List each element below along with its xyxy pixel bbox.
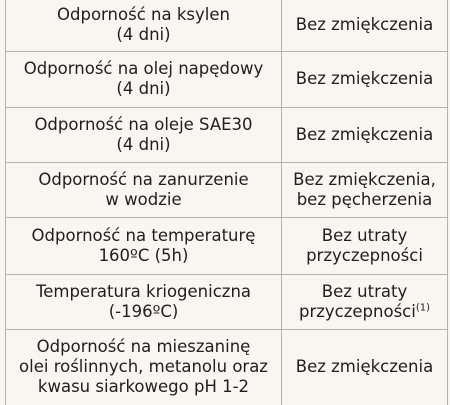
table-row: [6, 0, 448, 51]
property-line: (4 dni): [116, 25, 171, 45]
result-line: bez pęcherzenia: [296, 189, 433, 209]
property-cell: [6, 107, 282, 162]
property-line: Temperatura kriogeniczna: [35, 281, 252, 301]
result-line: Bez utraty: [321, 281, 408, 301]
property-line: kwasu siarkowego pH 1-2: [37, 377, 250, 397]
result-line: Bez zmiękczenia: [295, 69, 434, 88]
property-cell: [6, 0, 282, 51]
table-row: [6, 329, 448, 405]
result-line: Bez zmiękczenia,: [293, 169, 436, 189]
result-line: Bez utraty: [321, 225, 408, 245]
result-line: przyczepności: [306, 245, 423, 265]
property-line: (4 dni): [116, 79, 171, 98]
table-row: [6, 107, 448, 162]
property-cell: [6, 274, 282, 329]
property-cell: [6, 329, 282, 405]
property-line: Odporność na olej napędowy: [23, 59, 264, 78]
property-line: olei roślinnych, metanolu oraz: [19, 357, 268, 377]
result-cell: [282, 107, 448, 162]
table-row: [6, 274, 448, 329]
result-cell: [282, 274, 448, 329]
property-line: (4 dni): [116, 134, 171, 154]
result-line: Bez zmiękczenia: [295, 357, 434, 377]
property-line: Odporność na ksylen: [57, 5, 230, 25]
property-cell: [6, 51, 282, 107]
result-cell: [282, 51, 448, 107]
result-line: Bez zmiękczenia: [295, 15, 434, 35]
result-line: przyczepności: [298, 301, 416, 321]
property-line: Odporność na oleje SAE30: [34, 114, 253, 134]
property-cell: [6, 217, 282, 274]
result-cell: [282, 162, 448, 217]
property-line: Odporność na zanurzenie: [38, 169, 249, 189]
footnote-marker: (1): [415, 302, 431, 313]
table-row: [6, 217, 448, 274]
result-cell: [282, 329, 448, 405]
property-line: (-196ºC): [108, 301, 179, 321]
table-row: [6, 162, 448, 217]
resistance-table: [5, 0, 448, 405]
result-cell: [282, 217, 448, 274]
property-line: w wodzie: [105, 189, 182, 209]
table-row: [6, 51, 448, 107]
result-line: Bez zmiękczenia: [295, 124, 434, 144]
property-cell: [6, 162, 282, 217]
property-line: Odporność na mieszaninę: [36, 337, 251, 357]
property-line: Odporność na temperaturę: [31, 225, 256, 245]
property-line: 160ºC (5h): [98, 245, 189, 265]
result-cell: [282, 0, 448, 51]
